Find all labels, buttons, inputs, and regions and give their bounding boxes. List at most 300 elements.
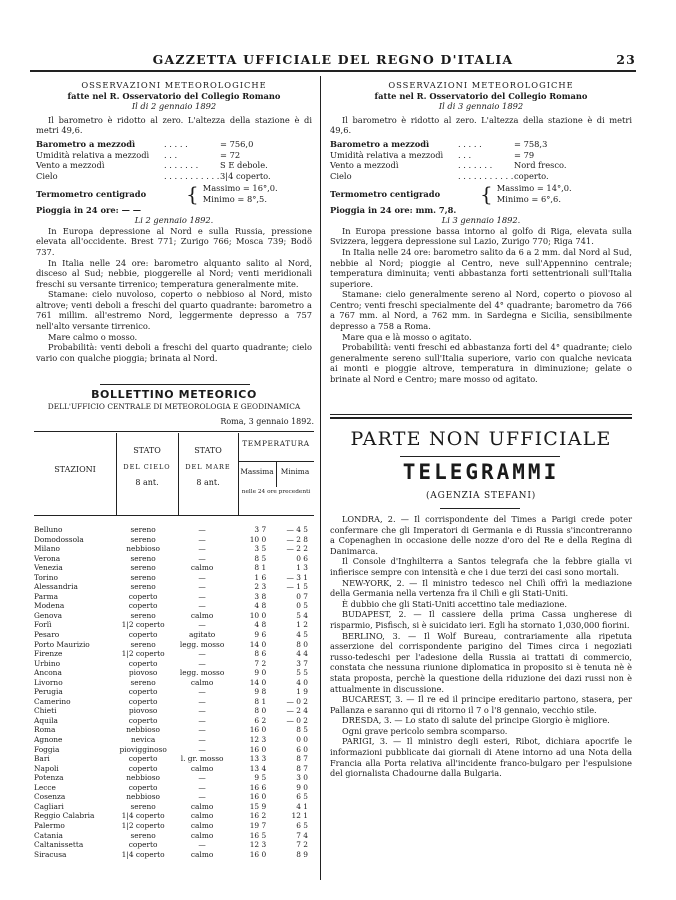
thermometer [36, 183, 312, 204]
mare-value: — [198, 840, 206, 850]
table-row [34, 620, 314, 630]
dot-leader: . . . . . . . [458, 160, 493, 171]
cielo-value: 1|2 coperto [121, 649, 165, 659]
table-row [34, 573, 314, 583]
max-value: 10 0 [249, 610, 267, 620]
dot-leader: . . . . . . . . . . . [458, 170, 514, 181]
mare-value: — [198, 735, 206, 745]
h-mare-1: STATO [194, 446, 222, 455]
header-rule [30, 70, 636, 72]
h-cielo-3: 8 ant. [135, 478, 159, 487]
section-rule [330, 417, 632, 419]
mare-value: calmo [190, 563, 214, 573]
min-value: 1 2 [296, 620, 308, 630]
min-value: 4 0 [296, 677, 308, 687]
station-name: Roma [34, 725, 56, 735]
heading-rule [400, 456, 560, 457]
mare-value: — [198, 696, 206, 706]
thermo-label: Termometro centigrado [330, 188, 441, 199]
max-value: 16 0 [249, 725, 267, 735]
table-row [34, 659, 314, 669]
obs-paragraph: Stamane: cielo nuvoloso, coperto o nebbioso al Nord, misto altrove; venti deboli a freschi del quarto quadrante: barometro a 761 millim. all'estremo Nord, leggermente depresso a 757 nell'alto versante tirrenico. [36, 289, 312, 332]
station-name: Cagliari [34, 801, 64, 811]
station-name: Torino [34, 572, 58, 582]
station-name: Agnone [34, 735, 63, 745]
station-name: Forlì [34, 620, 52, 630]
min-value: 7 2 [296, 840, 308, 850]
obs-label: Umidità relativa a mezzodì [330, 149, 444, 160]
station-name: Domodossola [34, 534, 84, 544]
table-row [34, 611, 314, 621]
max-value: 12 3 [249, 840, 267, 850]
right-observations [330, 80, 632, 385]
min-value: 0 0 [296, 735, 308, 745]
obs-paragraph: In Europa depressione al Nord e sulla Russia, pressione elevata all'occidente. Brest 771; Zurigo 766; Mosca 739; Bodö 737. [36, 225, 312, 257]
mare-value: — [198, 601, 206, 611]
station-name: Pesaro [34, 630, 60, 640]
min-value: — 1 5 [286, 582, 308, 592]
thermo-max: Massimo = 16°,0. [202, 183, 278, 194]
station-name: Reggio Calabria [34, 811, 95, 821]
table-row [34, 725, 314, 735]
v-rule [116, 433, 117, 515]
obs-paragraph: Stamane: cielo generalmente sereno al Nord, coperto o piovoso al Centro; venti freschi specialmente del 4° quadrante; barometro da 766 a 767 mm. al Nord, a 762 mm. in Sardegna e Sicilia, sensibilmente depresso a 758 a Roma. [330, 289, 632, 332]
max-value: 16 5 [249, 830, 267, 840]
mare-value: calmo [190, 849, 214, 859]
obs-label: Cielo [36, 170, 58, 181]
max-value: 16 6 [249, 782, 267, 792]
max-value: 9 0 [254, 668, 267, 678]
h-cielo-1: STATO [133, 446, 161, 455]
table-top-rule [34, 431, 314, 432]
max-value: 19 7 [249, 820, 267, 830]
cielo-value: sereno [130, 801, 156, 811]
table-row [34, 831, 314, 841]
min-value: 5 4 [296, 610, 308, 620]
mare-value: calmo [190, 610, 214, 620]
max-value: 9 6 [254, 630, 267, 640]
table-row [34, 687, 314, 697]
min-value: — 0 2 [286, 715, 308, 725]
max-value: 16 0 [249, 792, 267, 802]
mare-value: — [198, 658, 206, 668]
cielo-value: sereno [130, 639, 156, 649]
station-name: Foggia [34, 744, 60, 754]
obs-value: = 79 [514, 149, 535, 160]
station-name: Milano [34, 544, 60, 554]
mare-value: — [198, 525, 206, 534]
table-row [34, 811, 314, 821]
mare-value: — [198, 553, 206, 563]
table-header [34, 433, 314, 515]
news-column [330, 514, 632, 779]
mare-value: — [198, 649, 206, 659]
h-temp: TEMPERATURA [242, 439, 310, 448]
min-value: 6 5 [296, 820, 308, 830]
v-rule [238, 433, 239, 515]
mare-value: calmo [190, 763, 214, 773]
min-value: 8 7 [296, 754, 308, 764]
max-value: 3 8 [254, 591, 267, 601]
mare-value: — [198, 744, 206, 754]
cielo-value: coperto [128, 601, 158, 611]
mare-value: l. gr. mosso [180, 754, 224, 764]
thermometer [330, 183, 632, 204]
table-row [34, 850, 314, 860]
news-item: PARIGI, 3. — Il ministro degli esteri, Ribot, dichiara apocrife le informazioni pubblicate dai giornali di Atene intorno ad una Nota della Francia alla Porta relativa all'incidente franco-bulgaro per l'espulsione del giornalista Chadourne dalla Bulgaria. [330, 736, 632, 779]
news-item: DRESDA, 3. — Lo stato di salute del principe Giorgio è migliore. [342, 715, 610, 726]
cielo-value: nebbioso [126, 773, 160, 783]
station-name: Napoli [34, 763, 59, 773]
obs-paragraph: In Italia nelle 24 ore: barometro alquanto salito al Nord, disceso al Sud; nebbie, pioggerelle al Nord; venti meridionali freschi su versante tirrenico; temperatura generalmente mite. [36, 257, 312, 289]
table-row [34, 754, 314, 764]
h-cielo-2: DEL CIELO [123, 463, 171, 471]
section-rule [330, 414, 632, 415]
heading-rule [440, 508, 520, 509]
cielo-value: nebbioso [126, 544, 160, 554]
mare-value: — [198, 706, 206, 716]
max-value: 16 0 [249, 744, 267, 754]
table-row [34, 764, 314, 774]
brace: { [480, 181, 493, 206]
max-value: 9 8 [254, 687, 267, 697]
cielo-value: sereno [130, 553, 156, 563]
left-observations [36, 80, 312, 363]
cielo-value: piovoso [128, 668, 158, 678]
min-value: 8 0 [296, 639, 308, 649]
obs-intro: Il barometro è ridotto al zero. L'altezza della stazione è di metri 49,6. [36, 114, 312, 136]
max-value: 1 6 [254, 572, 267, 582]
table-row [34, 840, 314, 850]
v-rule [178, 433, 179, 515]
cielo-value: nebbioso [126, 725, 160, 735]
obs-value: = 756,0 [220, 138, 254, 149]
cielo-value: coperto [128, 658, 158, 668]
thermo-min: Minimo = 8°,5. [202, 193, 267, 204]
max-value: 4 8 [254, 620, 267, 630]
page-number: 23 [616, 52, 636, 67]
mare-value: — [198, 773, 206, 783]
table-row [34, 706, 314, 716]
table-row [34, 792, 314, 802]
mare-value: legg. mosso [179, 639, 225, 649]
table-row [34, 640, 314, 650]
mare-value: calmo [190, 820, 214, 830]
column-divider [320, 76, 321, 880]
bollettino-title: BOLLETTINO METEORICO [91, 388, 257, 401]
min-value: — 3 1 [286, 572, 308, 582]
min-value: 0 6 [296, 553, 308, 563]
station-name: Bari [34, 754, 50, 764]
obs-date: Il di 3 gennaio 1892 [438, 101, 524, 112]
max-value: 6 2 [254, 715, 267, 725]
table-row [34, 592, 314, 602]
cielo-value: 1|2 coperto [121, 820, 165, 830]
brace: { [186, 181, 199, 206]
station-name: Verona [34, 553, 61, 563]
h-min: Minima [280, 467, 310, 476]
station-name: Ancona [34, 668, 62, 678]
table-row [34, 697, 314, 707]
cielo-value: sereno [130, 610, 156, 620]
v-rule [276, 461, 277, 487]
max-value: 7 2 [254, 658, 267, 668]
obs-paragraph: Mare qua e là mosso o agitato. [342, 331, 472, 342]
mare-value: — [198, 544, 206, 554]
max-value: 8 6 [254, 649, 267, 659]
h-prec: nelle 24 ore precedenti [241, 489, 311, 495]
mare-value: calmo [190, 801, 214, 811]
mare-value: — [198, 687, 206, 697]
news-item: BUDAPEST, 2. — Il cassiere della prima Cassa ungherese di risparmio, Pisfisch, si è suicidato ieri. Egli ha stornato 1,030,000 fiorini. [330, 609, 632, 630]
obs-rows [36, 139, 312, 181]
cielo-value: nebbioso [126, 792, 160, 802]
mare-value: — [198, 572, 206, 582]
cielo-value: 1|2 coperto [121, 620, 165, 630]
table-row [34, 630, 314, 640]
mare-value: — [198, 792, 206, 802]
rain: Pioggia in 24 ore: — — [36, 204, 142, 215]
obs-title: OSSERVAZIONI METEOROLOGICHE [81, 80, 267, 90]
mare-value: — [198, 725, 206, 735]
h-mare [178, 443, 238, 491]
dot-leader: . . . . . . . . . . . [164, 170, 220, 181]
obs-value: S E debole. [220, 160, 268, 171]
table-row [34, 668, 314, 678]
station-name: Livorno [34, 677, 63, 687]
max-value: 10 0 [249, 534, 267, 544]
obs-value: Nord fresco. [514, 160, 567, 171]
cielo-value: coperto [128, 782, 158, 792]
h-rule [238, 461, 314, 462]
min-value: 9 0 [296, 782, 308, 792]
h-cielo [116, 443, 178, 491]
obs-paragraph: Mare calmo o mosso. [48, 331, 138, 342]
station-name: Chieti [34, 706, 57, 716]
h-stazioni: STAZIONI [54, 465, 96, 474]
cielo-value: sereno [130, 525, 156, 534]
station-name: Alessandria [34, 582, 78, 592]
news-item: LONDRA, 2. — Il corrispondente del Times a Parigi crede poter confermare che gli Imperatori di Germania e di Russia s'incontreranno a Copenaghen in occasione delle nozze d'oro del Re e della Regina di Danimarca. [330, 514, 632, 556]
table-row [34, 544, 314, 554]
telegrammi-heading: TELEGRAMMI [402, 460, 560, 484]
thermo-max: Massimo = 14°,0. [496, 183, 572, 194]
dot-leader: . . . . . [458, 138, 482, 149]
max-value: 8 1 [254, 696, 267, 706]
min-value: 12 1 [291, 811, 308, 821]
mare-value: legg. mosso [179, 668, 225, 678]
min-value: — 2 2 [286, 544, 308, 554]
min-value: 0 7 [296, 591, 308, 601]
bollettino-date: Roma, 3 gennaio 1892. [220, 416, 314, 426]
table-row [34, 821, 314, 831]
cielo-value: sereno [130, 534, 156, 544]
news-item: BERLINO, 3. — Il Wolf Bureau, contrariamente alla ripetuta asserzione del corrispondente parigino del Times circa i negoziati russo-tedeschi per l'adesione della Russia ai trattati di commercio, constata che nessuna riunione diplomatica in proposito si è tenuta nè è stata proposta, perchè la questione della riduzione dei dazi russi non è attualmente in discussione. [330, 630, 632, 694]
max-value: 16 0 [249, 849, 267, 859]
news-item: NEW-YORK, 2. — Il ministro tedesco nel Chilì offrì la mediazione della Germania nella vertenza fra il Chilì e gli Stati-Uniti. [330, 577, 632, 599]
station-name: Lecce [34, 782, 56, 792]
cielo-value: coperto [128, 630, 158, 640]
station-name: Palermo [34, 820, 65, 830]
max-value: 9 5 [254, 773, 267, 783]
news-item: È dubbio che gli Stati-Uniti accettino tale mediazione. [342, 598, 567, 609]
station-name: Porto Maurizio [34, 639, 90, 649]
table-row [34, 716, 314, 726]
stations-table [34, 525, 314, 859]
mare-value: calmo [190, 811, 214, 821]
mare-value: agitato [188, 630, 216, 640]
max-value: 4 8 [254, 601, 267, 611]
min-value: 0 5 [296, 601, 308, 611]
max-value: 12 3 [249, 735, 267, 745]
cielo-value: coperto [128, 687, 158, 697]
cielo-value: sereno [130, 582, 156, 592]
station-name: Modena [34, 601, 65, 611]
obs-paragraph: Probabilità: venti deboli a freschi del quarto quadrante; cielo vario con qualche pioggia; brinata al Nord. [36, 342, 312, 363]
obs-label: Vento a mezzodì [330, 160, 399, 171]
max-value: 8 1 [254, 563, 267, 573]
max-value: 3 7 [254, 525, 267, 534]
station-name: Cosenza [34, 792, 66, 802]
mare-value: — [198, 591, 206, 601]
table-row [34, 649, 314, 659]
station-name: Catania [34, 830, 63, 840]
agenzia: (AGENZIA STEFANI) [425, 491, 537, 501]
obs-label: Barometro a mezzodì [36, 138, 136, 149]
min-value: 3 7 [296, 658, 308, 668]
obs-label: Vento a mezzodì [36, 160, 105, 171]
obs-label: Cielo [330, 170, 352, 181]
cielo-value: sereno [130, 563, 156, 573]
max-value: 14 0 [249, 677, 267, 687]
table-row [34, 802, 314, 812]
table-row [34, 535, 314, 545]
parte-heading: PARTE NON UFFICIALE [350, 428, 612, 450]
cielo-value: piovigginoso [119, 744, 167, 754]
h-max: Massima [240, 467, 274, 476]
station-name: Perugia [34, 687, 63, 697]
page-header [30, 52, 636, 68]
cielo-value: piovoso [128, 706, 158, 716]
cielo-value: sereno [130, 830, 156, 840]
obs-label: Barometro a mezzodì [330, 138, 430, 149]
obs-subtitle: fatte nel R. Osservatorio del Collegio Romano [67, 90, 281, 101]
cielo-value: nevica [131, 735, 156, 745]
table-row [34, 735, 314, 745]
cielo-value: 1|4 coperto [121, 849, 165, 859]
table-row [34, 678, 314, 688]
h-mare-2: DEL MARE [185, 463, 231, 471]
obs-intro: Il barometro è ridotto al zero. L'altezza della stazione è di metri 49,6. [330, 114, 632, 136]
min-value: 6 0 [296, 744, 308, 754]
station-name: Aquila [34, 715, 58, 725]
min-value: 4 1 [296, 801, 308, 811]
table-row [34, 773, 314, 783]
h-mare-3: 8 ant. [196, 478, 220, 487]
obs-paragraph: In Italia nelle 24 ore: barometro salito da 6 a 2 mm. dal Nord al Sud, nebbie al Nord; pioggie al Centro, neve sull'Appennino centrale; temperatura diminuita; venti abbastanza forti settentrionali sull'Italia superiore. [330, 246, 632, 289]
station-name: Camerino [34, 696, 71, 706]
mare-value: calmo [190, 677, 214, 687]
rain: Pioggia in 24 ore: mm. 7,8. [330, 204, 457, 215]
station-name: Genova [34, 610, 63, 620]
min-value: 1 9 [296, 687, 308, 697]
min-value: 3 0 [296, 773, 308, 783]
obs-subtitle: fatte nel R. Osservatorio del Collegio Romano [374, 90, 588, 101]
news-item: Ogni grave pericolo sembra scomparso. [342, 725, 508, 736]
min-value: 6 5 [296, 792, 308, 802]
bollettino [34, 388, 314, 427]
cielo-value: coperto [128, 696, 158, 706]
mare-value: — [198, 620, 206, 630]
dot-leader: . . . . . [164, 138, 188, 149]
mare-value: — [198, 582, 206, 592]
mare-value: — [198, 782, 206, 792]
bollettino-subtitle: DELL'UFFICIO CENTRALE DI METEOROLOGIA E GEODINAMICA [47, 402, 301, 411]
min-value: 7 4 [296, 830, 308, 840]
thermo-min: Minimo = 6°,6. [496, 193, 561, 204]
obs-date: Il di 2 gennaio 1892 [131, 101, 217, 112]
dot-leader: . . . [164, 149, 178, 160]
obs-value: coperto. [514, 170, 549, 181]
cielo-value: coperto [128, 591, 158, 601]
obs-paragraph: Probabilità: venti freschi ed abbastanza forti del 4° quadrante; cielo generalmente sereno sull'Italia superiore, vario con qualche nevicata ai monti e pioggie altrove, temperatura in diminuzione; gelate o brinate al Nord e Centro; mare mosso od agitato. [330, 342, 632, 385]
obs-value: 3|4 coperto. [220, 170, 271, 181]
cielo-value: coperto [128, 840, 158, 850]
station-name: Urbino [34, 658, 61, 668]
table-row [34, 525, 314, 535]
table-row [34, 582, 314, 592]
station-name: Venezia [34, 563, 63, 573]
min-value: 5 5 [296, 668, 308, 678]
sub-date: Li 2 gennaio 1892. [134, 215, 214, 226]
station-name: Potenza [34, 773, 64, 783]
min-value: 1 3 [296, 563, 308, 573]
min-value: 8 7 [296, 763, 308, 773]
max-value: 2 3 [254, 582, 267, 592]
table-row [34, 563, 314, 573]
dot-leader: . . . [458, 149, 472, 160]
gazette-title: GAZZETTA UFFICIALE DEL REGNO D'ITALIA [152, 52, 514, 67]
max-value: 13 4 [249, 763, 267, 773]
station-name: Firenze [34, 649, 63, 659]
table-row [34, 601, 314, 611]
mare-value: calmo [190, 830, 214, 840]
thermo-label: Termometro centigrado [36, 188, 147, 199]
min-value: — 0 2 [286, 696, 308, 706]
news-item: Il Console d'Inghilterra a Santos telegrafa che la febbre gialla vi infierisce sempre con intensità e che i due terzi dei casi sono mortali. [330, 556, 632, 577]
min-value: 8 5 [296, 725, 308, 735]
mare-value: — [198, 715, 206, 725]
obs-value: = 72 [220, 149, 241, 160]
station-name: Caltanissetta [34, 840, 84, 850]
section-rule [100, 384, 250, 385]
obs-value: = 758,3 [514, 138, 548, 149]
station-name: Siracusa [34, 849, 67, 859]
cielo-value: 1|4 coperto [121, 811, 165, 821]
obs-title: OSSERVAZIONI METEOROLOGICHE [388, 80, 574, 90]
min-value: — 2 8 [286, 534, 308, 544]
min-value: — 2 4 [286, 706, 308, 716]
news-item: BUCAREST, 3. — Il re ed il principe ereditario partono, stasera, per Pallanza e saranno qui di ritorno il 7 o l'8 gennaio, vecchio stile. [330, 694, 632, 715]
max-value: 16 2 [249, 811, 267, 821]
mare-value: — [198, 534, 206, 544]
obs-paragraph: In Europa pressione bassa intorno al golfo di Riga, elevata sulla Svizzera, leggera depressione sul Lazio, Zurigo 770; Riga 741. [330, 225, 632, 247]
max-value: 8 0 [254, 706, 267, 716]
max-value: 8 5 [254, 553, 267, 563]
min-value: 4 5 [296, 630, 308, 640]
obs-label: Umidità relativa a mezzodì [36, 149, 150, 160]
max-value: 3 5 [254, 544, 267, 554]
